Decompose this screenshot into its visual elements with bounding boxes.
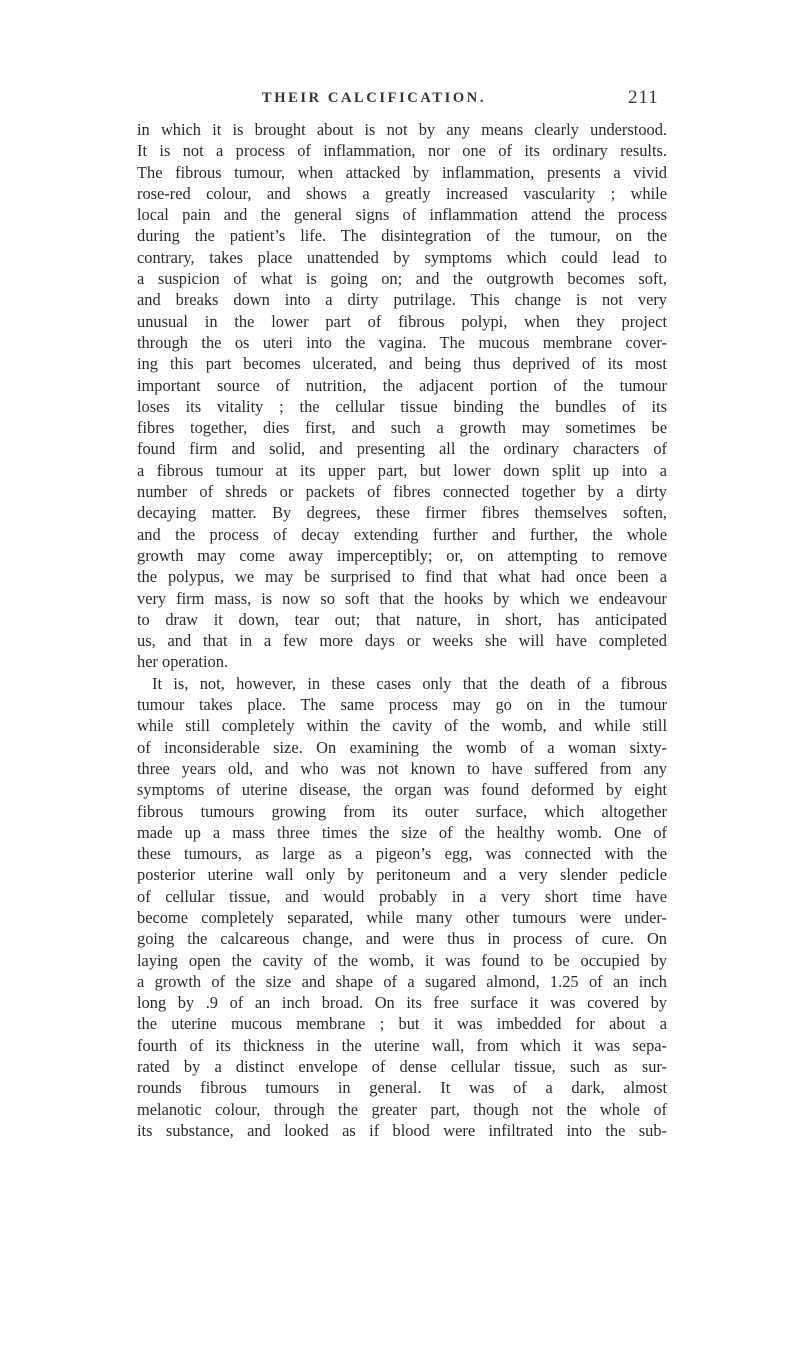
text-line: laying open the cavity of the womb, it was found to be occupied by <box>137 950 667 970</box>
text-line: made up a mass three times the size of the healthy womb. One of <box>137 822 667 842</box>
text-line: and the process of decay extending further and further, the whole <box>137 524 667 544</box>
text-line: a fibrous tumour at its upper part, but lower down split up into a <box>137 460 667 480</box>
text-line: her operation. <box>137 652 229 672</box>
text-line: contrary, takes place unattended by symptoms which could lead to <box>137 247 667 267</box>
text-line: posterior uterine wall only by peritoneum and a very slender pedicle <box>137 865 667 885</box>
text-line: unusual in the lower part of fibrous polypi, when they project <box>137 311 667 331</box>
text-line: The fibrous tumour, when attacked by inflammation, presents a vivid <box>137 162 667 182</box>
text-line: melanotic colour, through the greater part, though not the whole of <box>137 1099 667 1119</box>
text-line: loses its vitality ; the cellular tissue binding the bundles of its <box>137 396 667 416</box>
text-line: the uterine mucous membrane ; but it was imbedded for about a <box>137 1014 667 1034</box>
text-line: in which it is brought about is not by any means clearly understood. <box>137 120 667 139</box>
text-line: going the calcareous change, and were thus in process of cure. On <box>137 929 667 949</box>
text-line: It is not a process of inflammation, nor one of its ordinary results. <box>137 141 667 161</box>
text-line: It is, not, however, in these cases only that the death of a fibrous <box>152 673 667 693</box>
text-line: its substance, and looked as if blood were infiltrated into the sub- <box>137 1120 667 1140</box>
text-line: during the patient’s life. The disintegration of the tumour, on the <box>137 226 667 246</box>
text-line: these tumours, as large as a pigeon’s egg, was connected with the <box>137 844 667 864</box>
text-line: and breaks down into a dirty putrilage. This change is not very <box>137 290 667 310</box>
text-line: of inconsiderable size. On examining the womb of a woman sixty- <box>137 737 667 757</box>
text-line: decaying matter. By degrees, these firmer fibres themselves soften, <box>137 503 667 523</box>
text-line: very firm mass, is now so soft that the hooks by which we endeavour <box>137 588 667 608</box>
text-line: local pain and the general signs of inflammation attend the process <box>137 205 667 225</box>
text-line: fibres together, dies first, and such a growth may sometimes be <box>137 418 667 438</box>
text-line: the polypus, we may be surprised to find that what had once been a <box>137 567 667 587</box>
running-head <box>0 87 801 114</box>
text-line: long by .9 of an inch broad. On its free surface it was covered by <box>137 993 667 1013</box>
text-line: become completely separated, while many other tumours were under- <box>137 907 667 927</box>
text-line: growth may come away imperceptibly; or, on attempting to remove <box>137 545 667 565</box>
text-line: number of shreds or packets of fibres connected together by a dirty <box>137 482 667 502</box>
text-line: three years old, and who was not known to have suffered from any <box>137 758 667 778</box>
body-text <box>137 119 667 1141</box>
text-line: rounds fibrous tumours in general. It was of a dark, almost <box>137 1078 667 1098</box>
page-number: 211 <box>628 87 659 108</box>
text-line: symptoms of uterine disease, the organ was found deformed by eight <box>137 780 667 800</box>
running-title: THEIR CALCIFICATION. <box>261 90 487 106</box>
text-line: fourth of its thickness in the uterine wall, from which it was sepa- <box>137 1035 667 1055</box>
text-line: rose-red colour, and shows a greatly increased vascularity ; while <box>137 183 667 203</box>
text-line: rated by a distinct envelope of dense cellular tissue, such as sur- <box>137 1057 667 1077</box>
text-line: to draw it down, tear out; that nature, in short, has anticipated <box>137 609 667 629</box>
text-line: important source of nutrition, the adjacent portion of the tumour <box>137 375 667 395</box>
text-line: a growth of the size and shape of a sugared almond, 1.25 of an inch <box>137 971 667 991</box>
text-line: a suspicion of what is going on; and the outgrowth becomes soft, <box>137 269 667 289</box>
text-line: of cellular tissue, and would probably in a very short time have <box>137 886 667 906</box>
text-line: tumour takes place. The same process may go on in the tumour <box>137 695 667 715</box>
text-line: fibrous tumours growing from its outer surface, which altogether <box>137 801 667 821</box>
text-line: while still completely within the cavity of the womb, and while still <box>137 716 667 736</box>
text-line: found firm and solid, and presenting all the ordinary characters of <box>137 439 667 459</box>
text-line: ing this part becomes ulcerated, and being thus deprived of its most <box>137 354 667 374</box>
text-line: us, and that in a few more days or weeks she will have completed <box>137 631 667 651</box>
text-line: through the os uteri into the vagina. The mucous membrane cover- <box>137 332 667 352</box>
